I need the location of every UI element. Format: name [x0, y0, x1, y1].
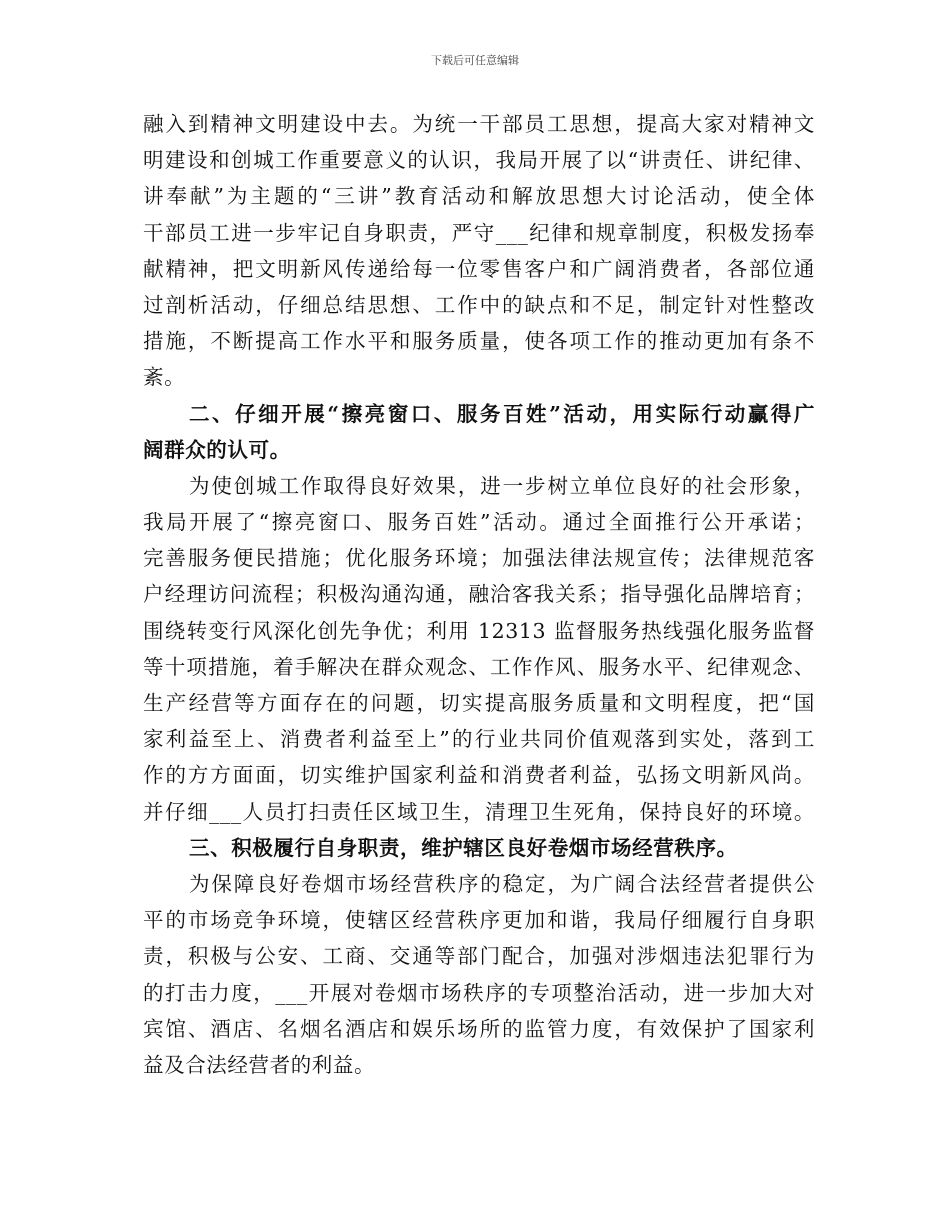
text-line: 措施，不断提高工作水平和服务质量，使各项工作的推动更加有条不 — [143, 329, 815, 354]
text-line: 干部员工进一步牢记自身职责，严守___纪律和规章制度，积极发扬奉 — [143, 220, 815, 245]
text-line: 户经理访问流程；积极沟通沟通，融洽客我关系；指导强化品牌培育； — [143, 582, 815, 607]
text-line: 明建设和创城工作重要意义的认识，我局开展了以“讲责任、讲纪律、 — [143, 148, 815, 173]
section-heading: 二、仔细开展“擦亮窗口、服务百姓”活动，用实际行动赢得广 — [189, 401, 815, 426]
text-line: 紊。 — [143, 365, 186, 390]
text-line: 完善服务便民措施；优化服务环境；加强法律法规宣传；法律规范客 — [143, 546, 815, 571]
text-line: 责，积极与公安、工商、交通等部门配合，加强对涉烟违法犯罪行为 — [143, 944, 815, 969]
text-line: 并仔细___人员打扫责任区域卫生，清理卫生死角，保持良好的环境。 — [143, 799, 815, 824]
text-line: 围绕转变行风深化创先争优；利用 12313 监督服务热线强化服务监督 — [143, 618, 815, 643]
text-line: 为保障良好卷烟市场经营秩序的稳定，为广阔合法经营者提供公 — [189, 871, 815, 896]
section-heading: 三、积极履行自身职责，维护辖区良好卷烟市场经营秩序。 — [189, 835, 738, 860]
text-line: 益及合法经营者的利益。 — [143, 1052, 376, 1077]
section-heading: 阔群众的认可。 — [143, 437, 291, 462]
document-body — [143, 106, 815, 1083]
text-line: 宾馆、酒店、名烟名酒店和娱乐场所的监管力度，有效保护了国家利 — [143, 1016, 815, 1041]
text-line: 生产经营等方面存在的问题，切实提高服务质量和文明程度，把“国 — [143, 691, 815, 715]
text-line: 平的市场竞争环境，使辖区经营秩序更加和谐，我局仔细履行自身职 — [143, 908, 815, 933]
text-line: 我局开展了“擦亮窗口、服务百姓”活动。通过全面推行公开承诺； — [143, 510, 815, 535]
text-line: 讲奉献”为主题的“三讲”教育活动和解放思想大讨论活动，使全体 — [143, 184, 815, 209]
text-line: 家利益至上、消费者利益至上”的行业共同价值观落到实处，落到工 — [143, 727, 815, 752]
text-line: 的打击力度，___开展对卷烟市场秩序的专项整治活动，进一步加大对 — [143, 980, 815, 1005]
text-line: 等十项措施，着手解决在群众观念、工作作风、服务水平、纪律观念、 — [143, 654, 815, 679]
text-line: 融入到精神文明建设中去。为统一干部员工思想，提高大家对精神文 — [143, 112, 815, 136]
text-line: 作的方方面面，切实维护国家利益和消费者利益，弘扬文明新风尚。 — [143, 763, 815, 788]
text-line: 为使创城工作取得良好效果，进一步树立单位良好的社会形象， — [189, 473, 815, 498]
page-header: 下载后可任意编辑 — [431, 54, 519, 67]
text-line: 过剖析活动，仔细总结思想、工作中的缺点和不足，制定针对性整改 — [143, 292, 815, 317]
text-line: 献精神，把文明新风传递给每一位零售客户和广阔消费者，各部位通 — [143, 256, 815, 281]
